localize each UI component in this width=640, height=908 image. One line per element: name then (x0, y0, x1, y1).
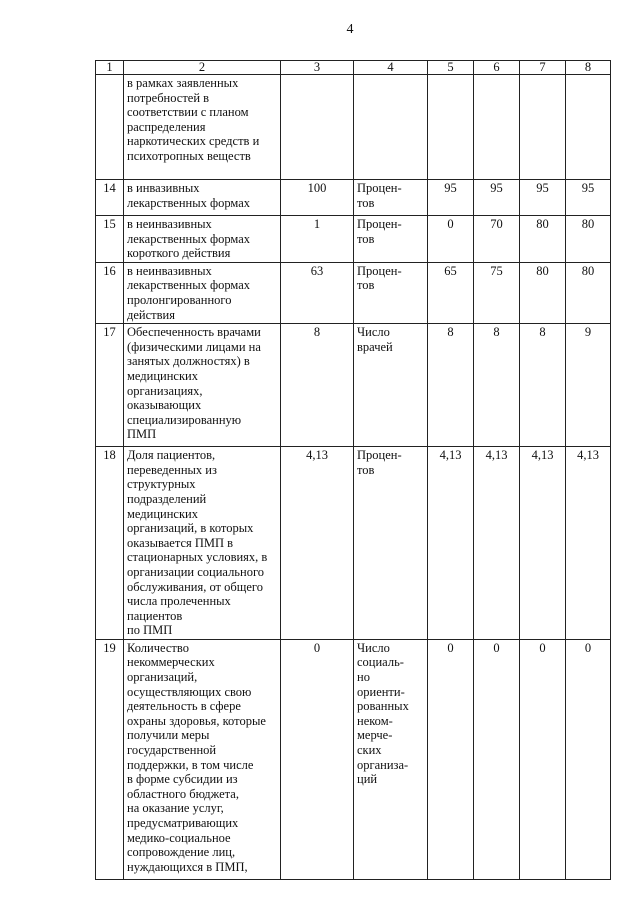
indicator-name-line: действия (127, 307, 175, 322)
value-col-8: 80 (566, 262, 611, 323)
value-col-8: 80 (566, 216, 611, 263)
value-col-6 (474, 75, 520, 180)
row-number: 18 (96, 447, 124, 640)
unit-of-measure-line: тов (357, 231, 375, 246)
indicators-table (95, 60, 611, 880)
indicator-name-line: некоммерческих (127, 655, 215, 670)
value-col-8 (566, 75, 611, 180)
value-col-8: 9 (566, 324, 611, 447)
value-col-6: 95 (474, 180, 520, 216)
indicator-name-line: специализированную (127, 412, 242, 427)
indicator-name-line: на оказание услуг, (127, 801, 224, 816)
unit-of-measure-line: ориенти- (357, 684, 405, 699)
unit-of-measure (354, 75, 428, 180)
value-col-6: 70 (474, 216, 520, 263)
indicator-name-line: (физическими лицами на (127, 339, 261, 354)
base-value: 4,13 (281, 447, 354, 640)
value-col-8: 95 (566, 180, 611, 216)
indicator-name-line: организации социального (127, 564, 265, 579)
indicator-name-line: охраны здоровья, которые (127, 713, 266, 728)
unit-of-measure-line: тов (357, 278, 375, 293)
indicator-name-line: стационарных условиях, в (127, 550, 268, 565)
indicator-name-line: лекарственных формах (127, 195, 251, 210)
indicator-name-line: медицинских (127, 506, 198, 521)
value-col-5 (428, 75, 474, 180)
value-col-5: 8 (428, 324, 474, 447)
base-value: 8 (281, 324, 354, 447)
base-value: 100 (281, 180, 354, 216)
value-col-7: 95 (520, 180, 566, 216)
indicator-name-line: деятельность в сфере (127, 699, 241, 714)
indicator-name-line: соответствии с планом (127, 105, 249, 120)
unit-of-measure-line: тов (357, 462, 375, 477)
indicator-name-line: по ПМП (127, 623, 173, 638)
indicator-name-line: в неинвазивных (127, 263, 212, 278)
unit-of-measure-line: ских (357, 743, 382, 758)
indicator-name-line: получили меры (127, 728, 210, 743)
unit-of-measure-line: тов (357, 195, 375, 210)
indicator-name (124, 180, 281, 216)
unit-of-measure (354, 639, 428, 879)
row-number: 15 (96, 216, 124, 263)
value-col-6: 0 (474, 639, 520, 879)
page-number: 4 (346, 22, 354, 37)
unit-of-measure-line: социаль- (357, 655, 404, 670)
indicator-name (124, 324, 281, 447)
unit-of-measure-line: рованных (357, 699, 409, 714)
indicator-name-line: оказывается ПМП в (127, 535, 234, 550)
table-row (96, 180, 611, 216)
indicator-name (124, 216, 281, 263)
indicator-name (124, 639, 281, 879)
indicator-name-line: областного бюджета, (127, 786, 239, 801)
row-number: 16 (96, 262, 124, 323)
indicator-name-line: в рамках заявленных (127, 76, 239, 90)
value-col-8: 4,13 (566, 447, 611, 640)
indicator-name-line: распределения (127, 119, 206, 134)
indicator-name (124, 447, 281, 640)
column-header: 1 (96, 61, 124, 75)
indicator-name-line: организаций, (127, 670, 198, 685)
unit-of-measure (354, 262, 428, 323)
table-row (96, 216, 611, 263)
unit-of-measure-line: Процен- (357, 263, 402, 278)
unit-of-measure-line: организа- (357, 757, 409, 772)
value-col-7: 4,13 (520, 447, 566, 640)
row-number: 14 (96, 180, 124, 216)
base-value (281, 75, 354, 180)
indicator-name-line: в инвазивных (127, 181, 200, 195)
base-value: 0 (281, 639, 354, 879)
indicator-name-line: лекарственных формах (127, 278, 251, 293)
column-header: 7 (520, 61, 566, 75)
row-number: 19 (96, 639, 124, 879)
indicator-name-line: числа пролеченных (127, 594, 231, 609)
unit-of-measure-line: Процен- (357, 181, 402, 195)
indicator-name-line: нуждающихся в ПМП, (127, 859, 248, 874)
value-col-5: 0 (428, 639, 474, 879)
unit-of-measure (354, 180, 428, 216)
indicator-name-line: осуществляющих свою (127, 684, 252, 699)
indicator-name-line: медицинских (127, 368, 198, 383)
indicator-name-line: медико-социальное (127, 830, 231, 845)
table-row (96, 324, 611, 447)
unit-of-measure (354, 324, 428, 447)
unit-of-measure-line: но (357, 670, 370, 685)
unit-of-measure-line: Число (357, 325, 390, 340)
indicator-name-line: лекарственных формах (127, 231, 251, 246)
indicator-name-line: предусматривающих (127, 816, 239, 830)
value-col-5: 95 (428, 180, 474, 216)
unit-of-measure-line: Процен- (357, 448, 402, 463)
value-col-7 (520, 75, 566, 180)
value-col-5: 4,13 (428, 447, 474, 640)
indicator-name (124, 75, 281, 180)
unit-of-measure-line: Процен- (357, 217, 402, 231)
indicator-name-line: в форме субсидии из (127, 772, 238, 787)
header-row (96, 61, 611, 75)
indicator-name-line: сопровождение лиц, (127, 845, 236, 860)
column-header: 8 (566, 61, 611, 75)
indicator-name-line: организаций, в которых (127, 521, 254, 536)
value-col-7: 80 (520, 262, 566, 323)
indicator-name-line: психотропных веществ (127, 148, 251, 163)
base-value: 1 (281, 216, 354, 263)
indicator-name-line: переведенных из (127, 462, 217, 477)
unit-of-measure-line: мерче- (357, 728, 393, 743)
column-header: 4 (354, 61, 428, 75)
column-header: 5 (428, 61, 474, 75)
indicator-name-line: государственной (127, 743, 217, 758)
row-number: 17 (96, 324, 124, 447)
table-row (96, 447, 611, 640)
value-col-5: 0 (428, 216, 474, 263)
column-header: 6 (474, 61, 520, 75)
table-row (96, 639, 611, 879)
base-value: 63 (281, 262, 354, 323)
indicator-name-line: Доля пациентов, (127, 448, 216, 463)
table-row (96, 75, 611, 180)
value-col-7: 8 (520, 324, 566, 447)
indicator-name-line: оказывающих (127, 398, 202, 413)
value-col-6: 8 (474, 324, 520, 447)
indicator-name (124, 262, 281, 323)
table-row (96, 262, 611, 323)
indicator-name-line: наркотических средств и (127, 134, 260, 149)
indicator-name-line: короткого действия (127, 246, 231, 261)
unit-of-measure (354, 216, 428, 263)
unit-of-measure-line: ций (357, 772, 378, 787)
indicator-name-line: структурных (127, 477, 196, 492)
indicator-name-line: пациентов (127, 608, 183, 623)
row-number (96, 75, 124, 180)
value-col-7: 80 (520, 216, 566, 263)
column-header: 2 (124, 61, 281, 75)
indicator-name-line: подразделений (127, 491, 207, 506)
column-header: 3 (281, 61, 354, 75)
indicator-name-line: потребностей в (127, 90, 210, 105)
unit-of-measure-line: неком- (357, 713, 393, 728)
indicator-name-line: поддержки, в том числе (127, 757, 254, 772)
indicator-name-line: Количество (127, 640, 189, 655)
value-col-6: 4,13 (474, 447, 520, 640)
indicator-name-line: в неинвазивных (127, 217, 212, 231)
indicator-name-line: обслуживания, от общего (127, 579, 263, 594)
indicator-name-line: занятых должностях) в (127, 354, 250, 369)
indicator-name-line: ПМП (127, 427, 157, 442)
unit-of-measure-line: врачей (357, 339, 393, 354)
value-col-8: 0 (566, 639, 611, 879)
unit-of-measure (354, 447, 428, 640)
value-col-7: 0 (520, 639, 566, 879)
unit-of-measure-line: Число (357, 640, 390, 655)
value-col-6: 75 (474, 262, 520, 323)
indicator-name-line: организациях, (127, 383, 203, 398)
indicator-name-line: Обеспеченность врачами (127, 325, 261, 340)
value-col-5: 65 (428, 262, 474, 323)
indicator-name-line: пролонгированного (127, 292, 232, 307)
